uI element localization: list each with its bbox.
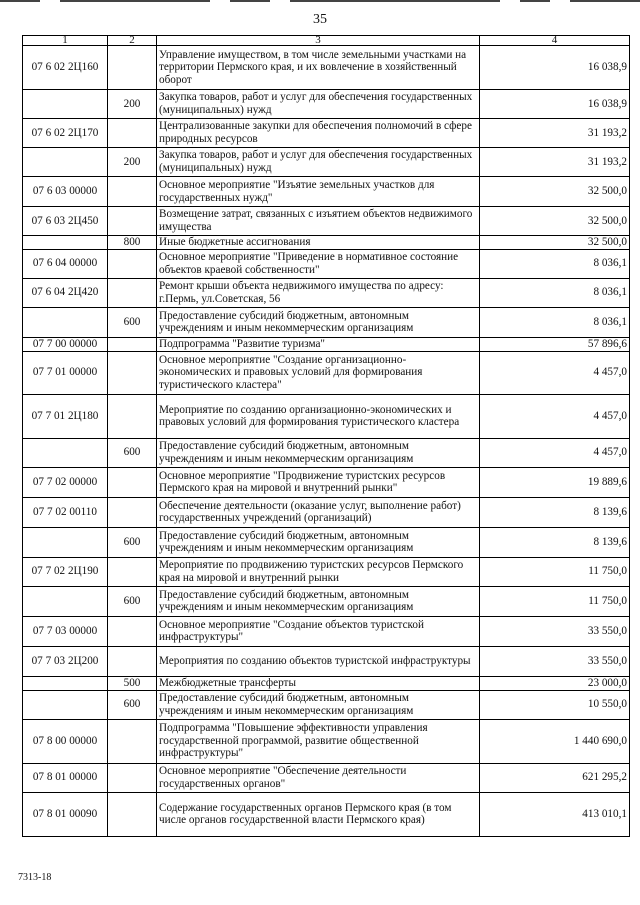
row-expense-type bbox=[108, 467, 157, 497]
header-col-1: 1 bbox=[23, 36, 108, 46]
table-row bbox=[23, 676, 630, 690]
table-row bbox=[23, 394, 630, 438]
row-code bbox=[23, 90, 108, 119]
row-name: Обеспечение деятельности (оказание услуг, выполнение работ) государственных учреждений (организаций) bbox=[157, 497, 480, 527]
table-row bbox=[23, 46, 630, 90]
row-name: Закупка товаров, работ и услуг для обеспечения государственных (муниципальных) нужд bbox=[157, 148, 480, 177]
row-amount: 19 889,6 bbox=[480, 467, 630, 497]
row-code: 07 8 00 00000 bbox=[23, 719, 108, 763]
row-name: Предоставление субсидий бюджетным, автономным учреждениям и иным некоммерческим организациям bbox=[157, 527, 480, 557]
row-amount: 8 036,1 bbox=[480, 278, 630, 307]
table-row bbox=[23, 249, 630, 278]
row-amount: 32 500,0 bbox=[480, 177, 630, 207]
row-expense-type: 600 bbox=[108, 690, 157, 719]
header-row bbox=[23, 36, 630, 46]
table-row bbox=[23, 690, 630, 719]
row-name: Подпрограмма "Развитие туризма" bbox=[157, 337, 480, 351]
row-expense-type: 800 bbox=[108, 236, 157, 250]
row-amount: 32 500,0 bbox=[480, 207, 630, 236]
row-expense-type bbox=[108, 719, 157, 763]
row-expense-type bbox=[108, 351, 157, 394]
row-amount: 32 500,0 bbox=[480, 236, 630, 250]
table-row bbox=[23, 497, 630, 527]
row-code: 07 6 02 2Ц160 bbox=[23, 46, 108, 90]
scan-top-edge bbox=[0, 0, 640, 3]
row-code bbox=[23, 527, 108, 557]
row-amount: 4 457,0 bbox=[480, 394, 630, 438]
header-col-2: 2 bbox=[108, 36, 157, 46]
row-expense-type: 600 bbox=[108, 527, 157, 557]
row-name: Мероприятия по созданию объектов туристской инфраструктуры bbox=[157, 646, 480, 676]
header-col-3: 3 bbox=[157, 36, 480, 46]
row-expense-type bbox=[108, 337, 157, 351]
row-code: 07 6 03 00000 bbox=[23, 177, 108, 207]
row-name: Основное мероприятие "Обеспечение деятельности государственных органов" bbox=[157, 763, 480, 792]
row-name: Ремонт крыши объекта недвижимого имущества по адресу: г.Пермь, ул.Советская, 56 bbox=[157, 278, 480, 307]
row-amount: 4 457,0 bbox=[480, 351, 630, 394]
table-row bbox=[23, 337, 630, 351]
page-number: 35 bbox=[313, 12, 327, 27]
row-name: Основное мероприятие "Изъятие земельных участков для государственных нужд" bbox=[157, 177, 480, 207]
row-amount: 413 010,1 bbox=[480, 792, 630, 836]
row-code bbox=[23, 676, 108, 690]
row-code bbox=[23, 236, 108, 250]
row-code: 07 7 02 2Ц190 bbox=[23, 557, 108, 586]
table-row bbox=[23, 278, 630, 307]
row-amount: 4 457,0 bbox=[480, 438, 630, 467]
row-code bbox=[23, 690, 108, 719]
row-name: Предоставление субсидий бюджетным, автономным учреждениям и иным некоммерческим организациям bbox=[157, 438, 480, 467]
row-expense-type bbox=[108, 646, 157, 676]
row-expense-type: 500 bbox=[108, 676, 157, 690]
row-expense-type: 200 bbox=[108, 148, 157, 177]
table-row bbox=[23, 207, 630, 236]
row-amount: 16 038,9 bbox=[480, 90, 630, 119]
table-row bbox=[23, 586, 630, 616]
header-col-4: 4 bbox=[480, 36, 630, 46]
table-row bbox=[23, 719, 630, 763]
row-name: Управление имуществом, в том числе земельными участками на территории Пермского края, и их вовлечение в хозяйственный оборот bbox=[157, 46, 480, 90]
table-row bbox=[23, 527, 630, 557]
row-name: Мероприятие по созданию организационно-экономических и правовых условий для формирования туристического кластера bbox=[157, 394, 480, 438]
row-code bbox=[23, 307, 108, 337]
table-row bbox=[23, 119, 630, 148]
row-amount: 57 896,6 bbox=[480, 337, 630, 351]
row-code: 07 6 02 2Ц170 bbox=[23, 119, 108, 148]
table-row bbox=[23, 307, 630, 337]
row-amount: 10 550,0 bbox=[480, 690, 630, 719]
row-expense-type bbox=[108, 763, 157, 792]
row-code: 07 7 02 00110 bbox=[23, 497, 108, 527]
row-code: 07 7 03 00000 bbox=[23, 616, 108, 646]
table-row bbox=[23, 438, 630, 467]
row-code: 07 6 04 2Ц420 bbox=[23, 278, 108, 307]
row-amount: 16 038,9 bbox=[480, 46, 630, 90]
row-expense-type bbox=[108, 616, 157, 646]
row-expense-type: 200 bbox=[108, 90, 157, 119]
budget-table bbox=[22, 35, 630, 837]
row-name: Основное мероприятие "Продвижение туристских ресурсов Пермского края на мировой и внутренний рынки" bbox=[157, 467, 480, 497]
row-expense-type bbox=[108, 249, 157, 278]
row-name: Иные бюджетные ассигнования bbox=[157, 236, 480, 250]
row-name: Предоставление субсидий бюджетным, автономным учреждениям и иным некоммерческим организациям bbox=[157, 586, 480, 616]
row-name: Межбюджетные трансферты bbox=[157, 676, 480, 690]
row-name: Возмещение затрат, связанных с изъятием объектов недвижимого имущества bbox=[157, 207, 480, 236]
row-expense-type bbox=[108, 177, 157, 207]
table-row bbox=[23, 351, 630, 394]
table-row bbox=[23, 177, 630, 207]
row-name: Подпрограмма "Повышение эффективности управления государственной программой, развитие общественной инфраструктуры" bbox=[157, 719, 480, 763]
row-code: 07 7 01 2Ц180 bbox=[23, 394, 108, 438]
row-name: Основное мероприятие "Приведение в нормативное состояние объектов краевой собственности" bbox=[157, 249, 480, 278]
table-row bbox=[23, 467, 630, 497]
table-row bbox=[23, 792, 630, 836]
row-code: 07 6 04 00000 bbox=[23, 249, 108, 278]
footer-code: 7313-18 bbox=[18, 872, 52, 883]
row-expense-type bbox=[108, 792, 157, 836]
row-name: Содержание государственных органов Пермского края (в том числе органов государственной власти Пермского края) bbox=[157, 792, 480, 836]
row-code: 07 8 01 00090 bbox=[23, 792, 108, 836]
row-name: Закупка товаров, работ и услуг для обеспечения государственных (муниципальных) нужд bbox=[157, 90, 480, 119]
row-amount: 33 550,0 bbox=[480, 646, 630, 676]
row-amount: 8 036,1 bbox=[480, 307, 630, 337]
row-name: Предоставление субсидий бюджетным, автономным учреждениям и иным некоммерческим организациям bbox=[157, 690, 480, 719]
row-amount: 31 193,2 bbox=[480, 119, 630, 148]
table-row bbox=[23, 763, 630, 792]
row-amount: 11 750,0 bbox=[480, 557, 630, 586]
row-expense-type bbox=[108, 394, 157, 438]
row-code: 07 7 01 00000 bbox=[23, 351, 108, 394]
row-expense-type bbox=[108, 207, 157, 236]
row-name: Основное мероприятие "Создание объектов туристской инфраструктуры" bbox=[157, 616, 480, 646]
row-amount: 23 000,0 bbox=[480, 676, 630, 690]
table-row bbox=[23, 236, 630, 250]
row-code bbox=[23, 586, 108, 616]
table-row bbox=[23, 557, 630, 586]
row-expense-type: 600 bbox=[108, 438, 157, 467]
table-row bbox=[23, 90, 630, 119]
row-expense-type bbox=[108, 497, 157, 527]
row-code: 07 7 02 00000 bbox=[23, 467, 108, 497]
row-amount: 8 036,1 bbox=[480, 249, 630, 278]
table-row bbox=[23, 646, 630, 676]
row-amount: 11 750,0 bbox=[480, 586, 630, 616]
row-name: Предоставление субсидий бюджетным, автономным учреждениям и иным некоммерческим организациям bbox=[157, 307, 480, 337]
row-amount: 1 440 690,0 bbox=[480, 719, 630, 763]
row-code: 07 7 00 00000 bbox=[23, 337, 108, 351]
row-code bbox=[23, 148, 108, 177]
table-row bbox=[23, 616, 630, 646]
row-amount: 31 193,2 bbox=[480, 148, 630, 177]
row-name: Централизованные закупки для обеспечения полномочий в сфере природных ресурсов bbox=[157, 119, 480, 148]
row-amount: 8 139,6 bbox=[480, 497, 630, 527]
row-code: 07 6 03 2Ц450 bbox=[23, 207, 108, 236]
row-expense-type bbox=[108, 278, 157, 307]
row-name: Основное мероприятие "Создание организационно-экономических и правовых условий для формирования туристического кластера" bbox=[157, 351, 480, 394]
row-amount: 621 295,2 bbox=[480, 763, 630, 792]
row-expense-type bbox=[108, 119, 157, 148]
row-expense-type bbox=[108, 46, 157, 90]
row-code: 07 7 03 2Ц200 bbox=[23, 646, 108, 676]
row-expense-type: 600 bbox=[108, 586, 157, 616]
row-amount: 8 139,6 bbox=[480, 527, 630, 557]
row-code bbox=[23, 438, 108, 467]
row-code: 07 8 01 00000 bbox=[23, 763, 108, 792]
row-amount: 33 550,0 bbox=[480, 616, 630, 646]
row-expense-type bbox=[108, 557, 157, 586]
row-name: Мероприятие по продвижению туристских ресурсов Пермского края на мировой и внутренний рынки bbox=[157, 557, 480, 586]
table-row bbox=[23, 148, 630, 177]
row-expense-type: 600 bbox=[108, 307, 157, 337]
